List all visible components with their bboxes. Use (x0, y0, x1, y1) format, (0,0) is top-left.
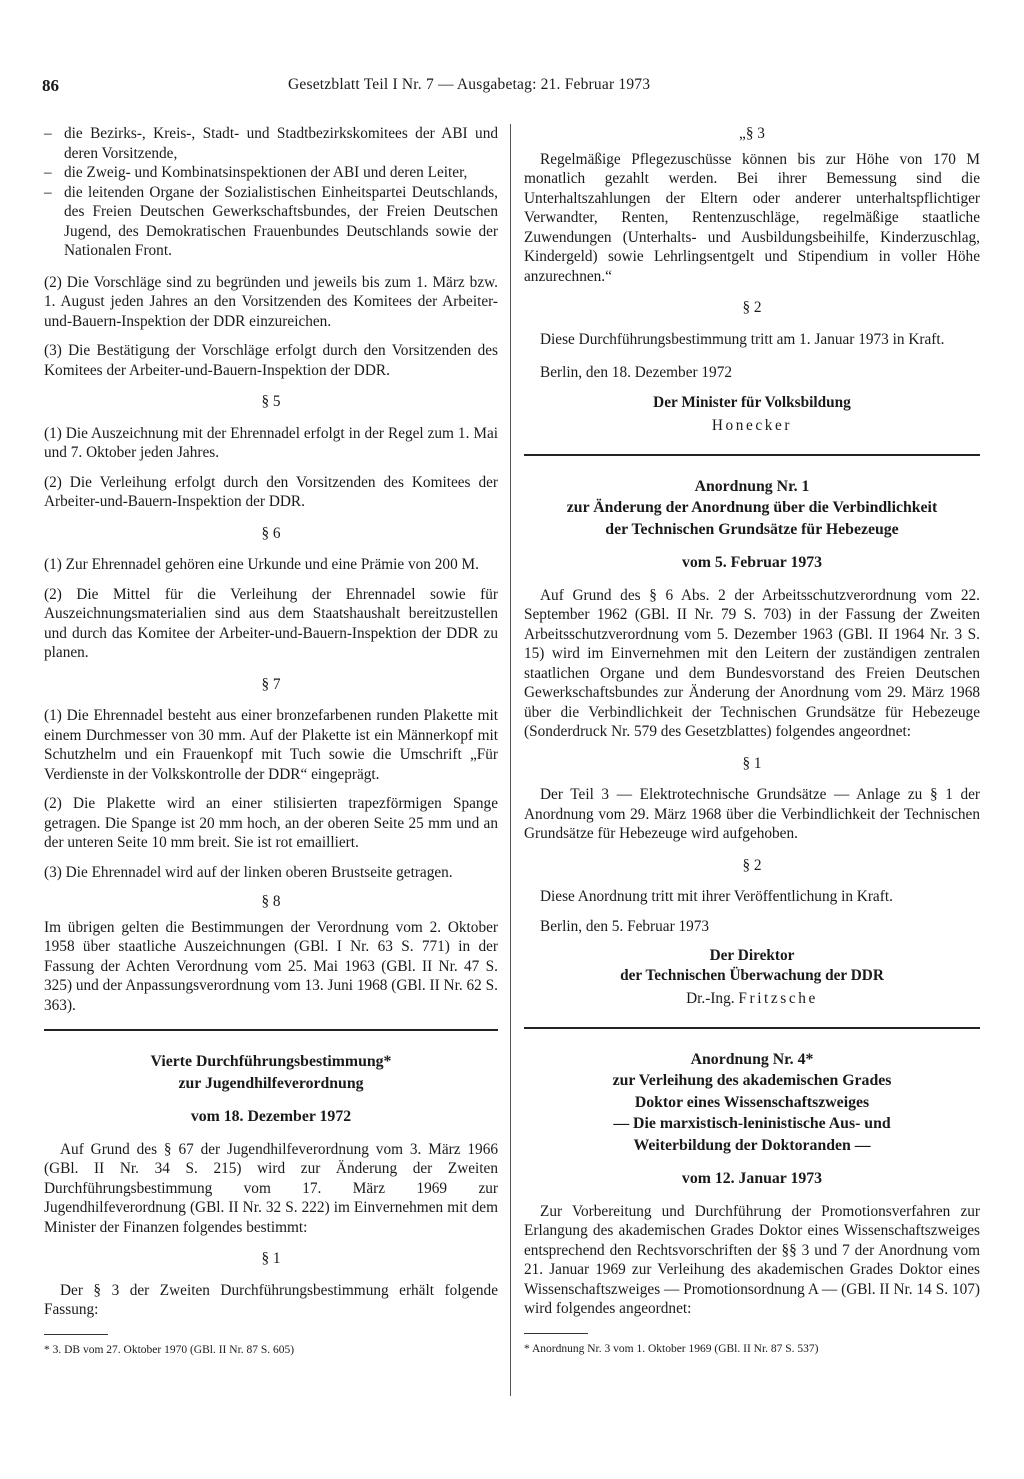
section-heading-2: § 2 (742, 299, 762, 316)
column-divider (510, 124, 511, 1396)
regulation-intro: Auf Grund des § 67 der Jugendhilfeverordnung vom 3. März 1966 (GBl. II Nr. 34 S. 215) wird zur Änderung der Zweiten Durchführungsbestimmung vom 17. März 1969 zur Jugendhilfeverordnung (GBl. II Nr. 32 S. 222) im Einvernehmen mit dem Minister der Finanzen folgendes bestimmt: (44, 1140, 498, 1236)
place-date: Berlin, den 18. Dezember 1972 (540, 364, 733, 381)
paragraph-6-2: (2) Die Mittel für die Verleihung der Ehrennadel sowie für Auszeichnungsmaterialien sind aus dem Staatshaushalt bereitzustellen und durch das Komitee der Arbeiter-und-Bauern-Inspektion der DDR zu planen. (44, 585, 498, 661)
section-rule (524, 454, 980, 456)
regulation-date: vom 18. Dezember 1972 (190, 1108, 352, 1125)
anordnung-1-section-heading-1: § 1 (742, 754, 762, 772)
paragraph-7-2: (2) Die Plakette wird an einer stilisierten trapezförmigen Spange getragen. Die Spange ist 20 mm hoch, an der oberen Seite 25 mm und an der unteren Seite 10 mm breit. Sie ist rot emailliert. (44, 795, 498, 851)
section-heading-8: § 8 (261, 893, 281, 910)
anordnung-4-title-line-4: — Die marxistisch-leninistische Aus- und (613, 1115, 891, 1132)
right-column (524, 124, 980, 1356)
anordnung-1-title-line-3: der Technischen Grundsätze für Hebezeuge (605, 520, 899, 538)
section-heading-5: § 5 (261, 393, 281, 410)
anordnung-4-title-line-5: Weiterbildung der Doktoranden — (633, 1136, 871, 1154)
footnote-rule (524, 1333, 588, 1334)
anordnung-1-place-date: Berlin, den 5. Februar 1973 (540, 917, 710, 935)
list-item: – die leitenden Organe der Sozialistischen Einheitspartei Deutschlands, des Freien Deutschen Gewerkschaftsbundes, der Freien Deutschen Jugend, des Demokratischen Frauenbundes Deutschlands sowie der Nationalen Front. (44, 183, 498, 259)
anordnung-4-intro: Zur Vorbereitung und Durchführung der Promotionsverfahren zur Erlangung des akademischen Grades Doktor eines Wissenschaftszweiges entsprechend den Rechtsvorschriften der §§ 3 und 7 der Anordnung vom 21. Januar 1969 zur Verleihung des akademischen Grades Doktor eines Wissenschaftszweiges — Promotionsordnung A — (GBl. II Nr. 14 S. 107) wird folgendes angeordnet: (524, 1202, 980, 1317)
paragraph-4-2: (2) Die Vorschläge sind zu begründen und jeweils bis zum 1. März bzw. 1. August jeden Jahres an den Vorsitzenden des Komitees der Arbeiter-und-Bauern-Inspektion der DDR einzureichen. (44, 273, 498, 330)
director-name: Fritzsche (738, 990, 818, 1007)
paragraph-7-1: (1) Die Ehrennadel besteht aus einer bronzefarbenen runden Plakette mit einem Durchmesser von 30 mm. Auf der Plakette ist ein Männerkopf mit Schutzhelm und ein Frauenkopf mit Tuch sowie die Umschrift „Für Verdienste in der Volkskontrolle der DDR“ eingeprägt. (44, 707, 498, 783)
quoted-section-3-text: Regelmäßige Pflegezuschüsse können bis zur Höhe von 170 M monatlich gezahlt werden. Bei ihrer Bemessung sind die Unterhaltszahlungen der Eltern oder anderer unterhaltspflichtiger Verwandter, Renten, Rentenzuschläge, regelmäßige staatliche Zuwendungen (Unterhalts- und Ausbildungsbeihilfe, Kinderzuschlag, Kindergeld) sowie Lehrlingsentgelt und Stipendium in voller Höhe anzurechnen.“ (524, 150, 980, 285)
anordnung-4-title-line-3: Doktor eines Wissenschaftszweiges (634, 1093, 870, 1111)
section-heading-6: § 6 (261, 524, 281, 542)
regulation-title-line-1: Vierte Durchführungsbestimmung* (150, 1053, 392, 1070)
anordnung-1-section-heading-2: § 2 (742, 856, 762, 874)
paragraph-4-3: (3) Die Bestätigung der Vorschläge erfolgt durch den Vorsitzenden des Komitees der Arbeiter-und-Bauern-Inspektion der DDR. (44, 342, 498, 379)
anordnung-1-intro: Auf Grund des § 6 Abs. 2 der Arbeitsschutzverordnung vom 22. September 1962 (GBl. II Nr. 79 S. 703) in der Fassung der Zweiten Arbeitsschutzverordnung vom 5. Dezember 1963 (GBl. II 1964 Nr. 3 S. 15) wird im Einvernehmen mit den Leitern der zuständigen zentralen staatlichen Organe und dem Bundesvorstand des Freien Deutschen Gewerkschaftsbundes zur Änderung der Anordnung vom 29. März 1968 über die Verbindlichkeit der Technischen Grundsätze für Hebezeuge (Sonderdruck Nr. 579 des Gesetzblattes) folgendes angeordnet: (524, 586, 980, 740)
section-2-text: Diese Durchführungsbestimmung tritt am 1. Januar 1973 in Kraft. (540, 330, 945, 348)
paragraph-1: Der § 3 der Zweiten Durchführungsbestimmung erhält folgende Fassung: (44, 1281, 498, 1318)
footnote: * 3. DB vom 27. Oktober 1970 (GBl. II Nr. 87 S. 605) (44, 1343, 295, 1356)
director-signature (524, 989, 980, 1009)
page-header (42, 76, 982, 100)
anordnung-4-title-line-1: Anordnung Nr. 4* (690, 1050, 814, 1068)
section-heading-7: § 7 (261, 675, 281, 693)
anordnung-4-title-line-2: zur Verleihung des akademischen Grades (612, 1072, 892, 1089)
anordnung-4-date: vom 12. Januar 1973 (681, 1170, 823, 1187)
footnote-rule (44, 1334, 108, 1335)
anordnung-1-title-line-2: zur Änderung der Anordnung über die Verbindlichkeit (566, 499, 938, 516)
paragraph-5-2: (2) Die Verleihung erfolgt durch den Vorsitzenden des Komitees der Arbeiter-und-Bauern-Inspektion der DDR. (44, 473, 498, 510)
list-item: – die Bezirks-, Kreis-, Stadt- und Stadtbezirkskomitees der ABI und deren Vorsitzende, (44, 125, 498, 162)
paragraph-5-1: (1) Die Auszeichnung mit der Ehrennadel erfolgt in der Regel zum 1. Mai und 7. Oktober jeden Jahres. (44, 424, 498, 461)
regulation-title-line-2: zur Jugendhilfeverordnung (178, 1074, 364, 1092)
anordnung-1-title-line-1: Anordnung Nr. 1 (694, 477, 810, 495)
section-rule (44, 1029, 498, 1031)
anordnung-1-section-1-text: Der Teil 3 — Elektrotechnische Grundsätze — Anlage zu § 1 der Anordnung vom 29. März 1968 über die Verbindlichkeit der Technischen Grundsätze für Hebezeuge wird aufgehoben. (524, 786, 980, 842)
signatory-name: Honecker (711, 417, 793, 434)
left-column (44, 124, 498, 1357)
director-title-line-2: der Technischen Überwachung der DDR (620, 966, 884, 984)
anordnung-1-date: vom 5. Februar 1973 (681, 554, 823, 571)
paragraph-7-3: (3) Die Ehrennadel wird auf der linken oberen Brustseite getragen. (44, 863, 453, 881)
footnote: * Anordnung Nr. 3 vom 1. Oktober 1969 (GBl. II Nr. 87 S. 537) (524, 1342, 819, 1355)
quoted-section-heading-3: „§ 3 (739, 125, 765, 142)
paragraph-6-1: (1) Zur Ehrennadel gehören eine Urkunde und eine Prämie von 200 M. (44, 556, 479, 573)
section-heading-1: § 1 (261, 1250, 281, 1267)
director-title-line-1: Der Direktor (709, 947, 795, 964)
page-number: 86 (42, 76, 59, 95)
anordnung-1-section-2-text: Diese Anordnung tritt mit ihrer Veröffentlichung in Kraft. (540, 888, 893, 905)
director-prefix: Dr.-Ing. (686, 990, 735, 1007)
gazette-title: Gesetzblatt Teil I Nr. 7 — Ausgabetag: 21. Februar 1973 (288, 76, 651, 93)
signatory-title: Der Minister für Volksbildung (653, 393, 851, 411)
list-item: – die Zweig- und Kombinatsinspektionen der ABI und deren Leiter, (44, 164, 468, 181)
section-rule (524, 1027, 980, 1029)
paragraph-8: Im übrigen gelten die Bestimmungen der Verordnung vom 2. Oktober 1958 über staatliche Auszeichnungen (GBl. I Nr. 63 S. 771) in der Fassung der Achten Verordnung vom 25. Mai 1963 (GBl. II Nr. 47 S. 325) und der Anpassungsverordnung vom 13. Juni 1968 (GBl. II Nr. 62 S. 363). (44, 918, 498, 1014)
